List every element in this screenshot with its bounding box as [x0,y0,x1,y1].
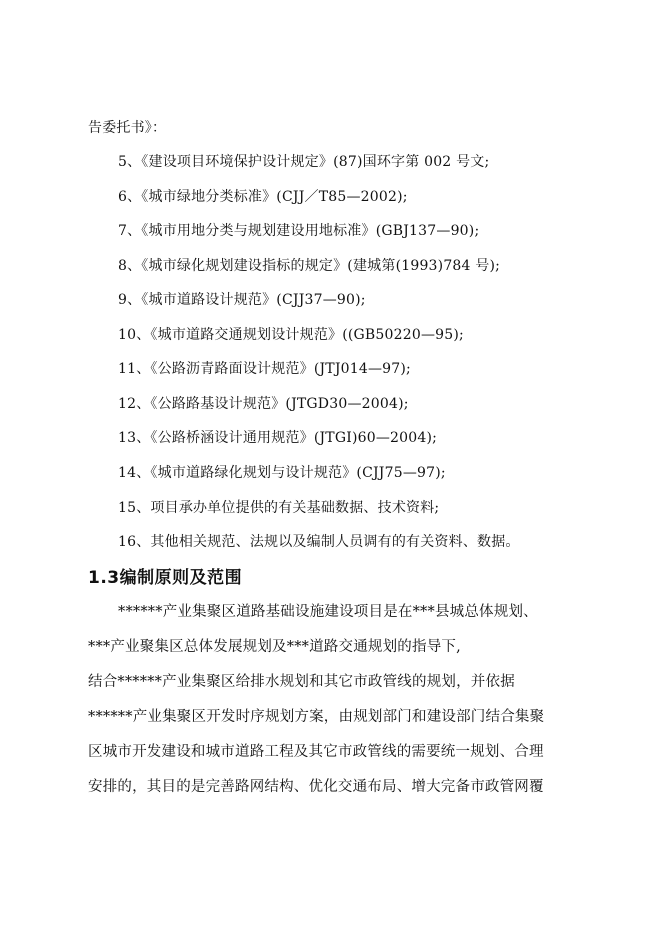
reference-item-10: 10、《城市道路交通规划设计规范》((GB50220—95); [118,327,464,343]
section-heading: 1.3编制原则及范围 [88,568,243,588]
reference-item-13: 13、《公路桥涵设计通用规范》(JTGI)60—2004); [118,430,438,446]
paragraph-line-6: 安排的，其目的是完善路网结构、优化交通布局、增大完备市政管网覆 [88,779,544,795]
reference-item-7: 7、《城市用地分类与规划建设用地标准》(GBJ137—90); [118,223,480,239]
reference-item-5: 5、《建设项目环境保护设计规定》(87)国环字第 002 号文; [118,154,490,170]
paragraph-line-4: ******产业集聚区开发时序规划方案，由规划部门和建设部门结合集聚 [88,709,545,725]
reference-item-15: 15、项目承办单位提供的有关基础数据、技术资料; [118,500,440,516]
reference-item-8: 8、《城市绿化规划建设指标的规定》(建城第(1993)784 号); [118,258,501,274]
reference-item-16: 16、其他相关规范、法规以及编制人员调有的有关资料、数据。 [118,534,520,550]
reference-item-6: 6、《城市绿地分类标准》(CJJ／T85—2002); [118,189,408,205]
paragraph-line-1: ******产业集聚区道路基础设施建设项目是在***县城总体规划、 [118,604,538,620]
paragraph-line-2: ***产业聚集区总体发展规划及***道路交通规划的指导下, [88,639,461,655]
paragraph-line-3: 结合******产业集聚区给排水规划和其它市政管线的规划，并依据 [88,674,515,690]
reference-item-14: 14、《城市道路绿化规划与设计规范》(CJJ75—97); [118,465,446,481]
reference-item-9: 9、《城市道路设计规范》(CJJ37—90); [118,292,366,308]
continuation-line: 告委托书》： [88,120,167,136]
paragraph-line-5: 区城市开发建设和城市道路工程及其它市政管线的需要统一规划、合理 [88,744,544,760]
reference-item-11: 11、《公路沥青路面设计规范》(JTJ014—97); [118,361,411,377]
reference-item-12: 12、《公路路基设计规范》(JTGD30—2004); [118,396,409,412]
